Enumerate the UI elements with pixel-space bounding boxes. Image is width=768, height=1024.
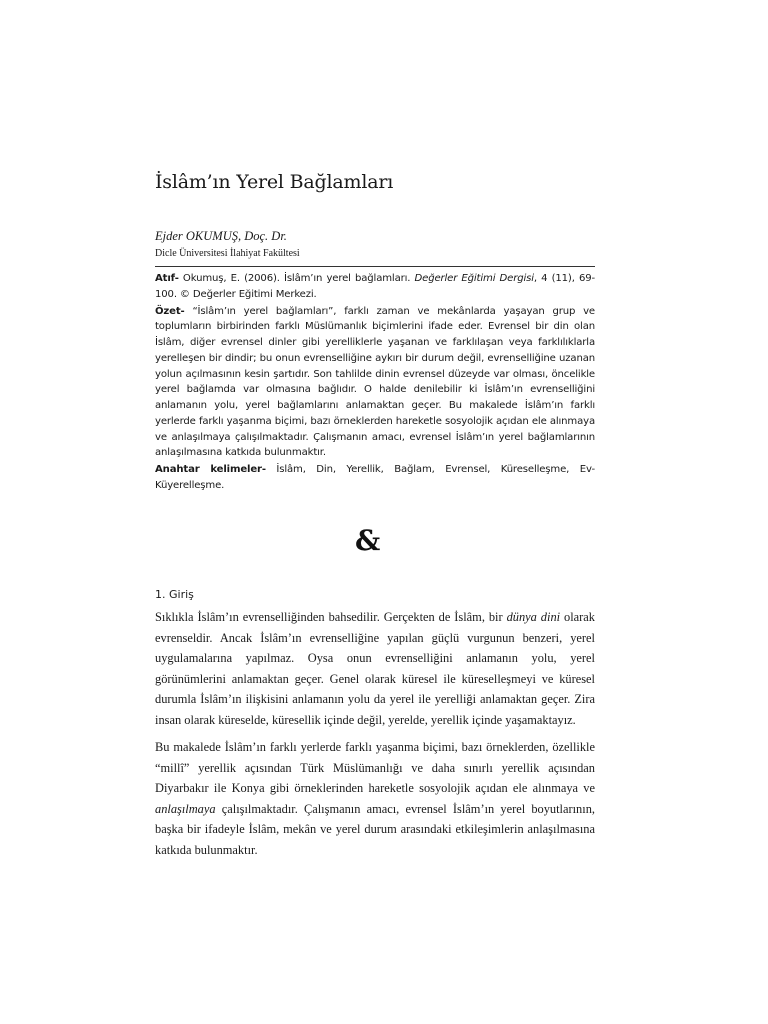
keywords [155,462,595,494]
article-title: İslâm’ın Yerel Bağlamları [155,171,394,193]
paragraph-2-part2: çalışılmaktadır. Çalışmanın amacı, evrensel İslâm’ın yerel boyutlarının, başka bir ifadeyle İslâm, mekân ve yerel durum arasındaki etkileşimlerin anlaşılmasına katkıda bulunmaktır. [155,801,595,857]
paragraph-1-italic: dünya dini [506,610,561,624]
body-text [155,607,595,867]
keywords-label: Anahtar kelimeler- [155,464,266,475]
paragraph-2 [155,737,595,860]
paragraph-1 [155,607,595,730]
summary [155,304,595,462]
citation [155,271,595,303]
citation-text-after: , 4 (11), 69-100. © Değerler Eğitimi Merkezi. [155,273,595,300]
section-heading: 1. Giriş [155,588,194,601]
paragraph-2-italic: anlaşılmaya [155,801,216,816]
keywords-text: İslâm, Din, Yerellik, Bağlam, Evrensel, Küreselleşme, Ev-Küyerelleşme. [155,464,596,491]
citation-journal: Değerler Eğitimi Dergisi [414,273,534,284]
abstract-block [155,271,595,495]
author-name: Ejder OKUMUŞ, Doç. Dr. [155,229,287,243]
summary-text: “İslâm’ın yerel bağlamları”, farklı zaman ve mekânlarda yaşayan grup ve toplumların birbirinden farklı Müslümanlık biçimlerini ifade eder. Evrensel bir din olan İslâm, diğer evrensel dinler gibi yerelliklerle yaşanan ve farklılaşan veya farklılıklarla yerelleşen bir dindir; bu onun evrenselliğine aykırı bir durum değil, evrenselliğine uzanan yolun açılmasının kesin şartıdır. Son tahlilde dinin evrensel düzeyde var olması, öncelikle yerel bağlamda var olmasına bağlıdır. O halde denilebilir ki İslâm’ın evrenselliğini anlamanın yolu, yerel bağlamlarını anlamaktan geçer. Bu makalede İslâm’ın farklı yerlerde farklı yaşanma biçimi, bazı örneklerden hareketle sosyolojik açıdan ele alınmaya ve anlaşılmaya çalışılmaktadır. Çalışmanın amacı, evrensel İslâm’ın yerel bağlamlarının anlaşılmasına katkıda bulunmaktır. [155,305,595,459]
summary-label: Özet- [155,305,185,317]
ornament-icon: & [355,524,381,557]
paragraph-1-part2: olarak evrenseldir. Ancak İslâm’ın evrenselliğine yapılan güçlü vurgunun benzeri, yerel uygulamalarına yapılmaz. Oysa onun evrenselliğini anlamanın yolu, yerel görünümlerini anlamaktan geçer. Genel olarak küresel ile küreselleşmeyi ve küresel durumla İslâm’ın ilişkisini anlamanın yolu da yerel ile yerelliği anlamaktan geçer. Zira insan olarak küreselde, küresellik içinde değil, yerelde, yerellik içinde yaşamaktayız. [155,610,595,727]
paragraph-1-part1: Sıklıkla İslâm’ın evrenselliğinden bahsedilir. Gerçekten de İslâm, bir [155,610,507,624]
author-affiliation: Dicle Üniversitesi İlahiyat Fakültesi [155,248,300,259]
citation-label: Atıf- [155,273,179,284]
paragraph-2-part1: Bu makalede İslâm’ın farklı yerlerde farklı yaşanma biçimi, bazı örneklerden, özellikle “millî” yerellik açısından Türk Müslümanlığı ve daha sınırlı yerellik açısından Diyarbakır ile Konya gibi örneklerinden hareketle sosyolojik açıdan ele alınmaya ve [155,740,595,795]
citation-text-before: Okumuş, E. (2006). İslâm’ın yerel bağlamları. [178,273,415,284]
header-divider [155,266,595,267]
